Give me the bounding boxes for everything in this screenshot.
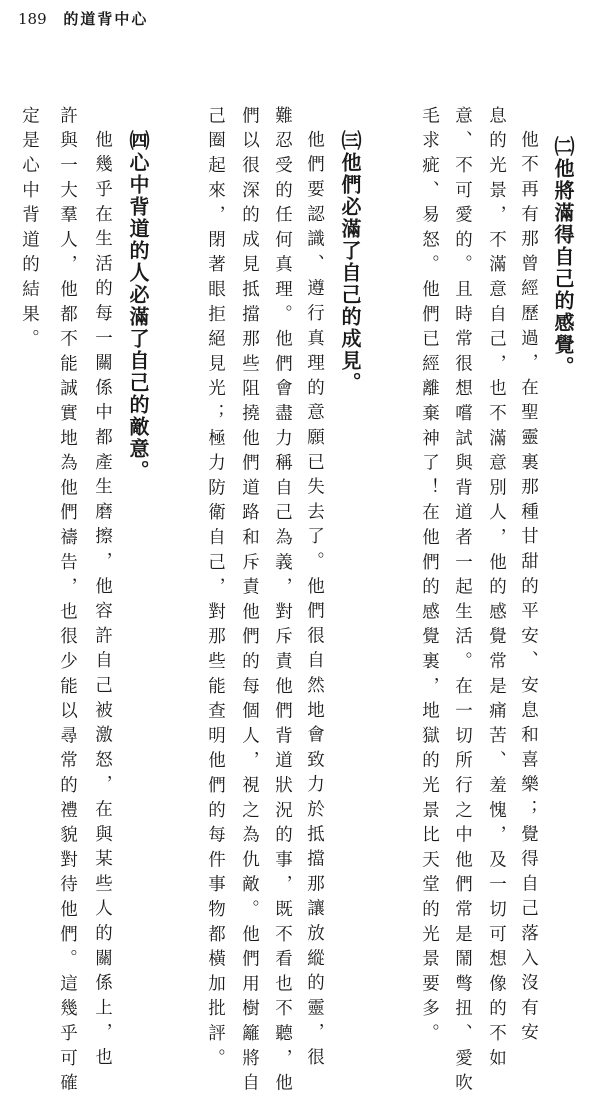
page-number: 189 [18,10,47,28]
paragraph-line: 己圈起來，閉著眼拒絕見光；極力防衛自己，對那些能查明他們的每件事物都橫加批評。 [205,106,226,1074]
paragraph-line: 他們要認識、遵行真理的意願已失去了。他們很自然地會致力於抵擋那讓放縱的靈，很 [304,130,325,1073]
paragraph-line: 難忍受的任何真理。他們會盡力稱自己為義，對斥責他們背道狀況的事，既不看也不聽，他 [272,106,293,1098]
running-title: 的道背中心 [63,10,149,28]
paragraph-line: 定是心中背道的結果。 [19,106,40,354]
paragraph-line: 他不再有那曾經歷過，在聖靈裏那種甘甜的平安、安息和喜樂；覺得自己落入沒有安 [518,130,539,1048]
page-header [18,8,148,30]
paragraph-line: 們以很深的成見抵擋那些阻撓他們道路和斥責他們的每個人，視之為仇敵。他們用樹籬將自 [239,106,260,1098]
paragraph-line: 意、不可愛的。且時常很想嚐試與背道者一起生活。在一切所行之中他們常是鬧彆扭、愛吹 [452,106,473,1098]
section-heading-2: ㈡他將滿得自己的感覺。 [551,136,575,378]
paragraph-line: 他幾乎在生活的每一關係中都產生磨擦，他容許自己被激怒，在與某些人的關係上，也 [92,130,113,1073]
paragraph-line: 毛求疵、易怒。他們已經離棄神了！在他們的感覺裏，地獄的光景比天堂的光景要多。 [419,106,440,1049]
paragraph-line: 息的光景，不滿意自己，也不滿意別人，他的感覺常是痛苦、羞愧，及一切可想像的不如 [486,106,507,1074]
section-heading-4: ㈣心中背道的人必滿了自己的敵意。 [126,130,150,482]
section-heading-3: ㈢他們必滿了自己的成見。 [338,130,362,394]
paragraph-line: 許與一大羣人，他都不能誠實地為他們禱告，也很少能以尋常的禮貌對待他們。這幾乎可確 [57,106,78,1098]
